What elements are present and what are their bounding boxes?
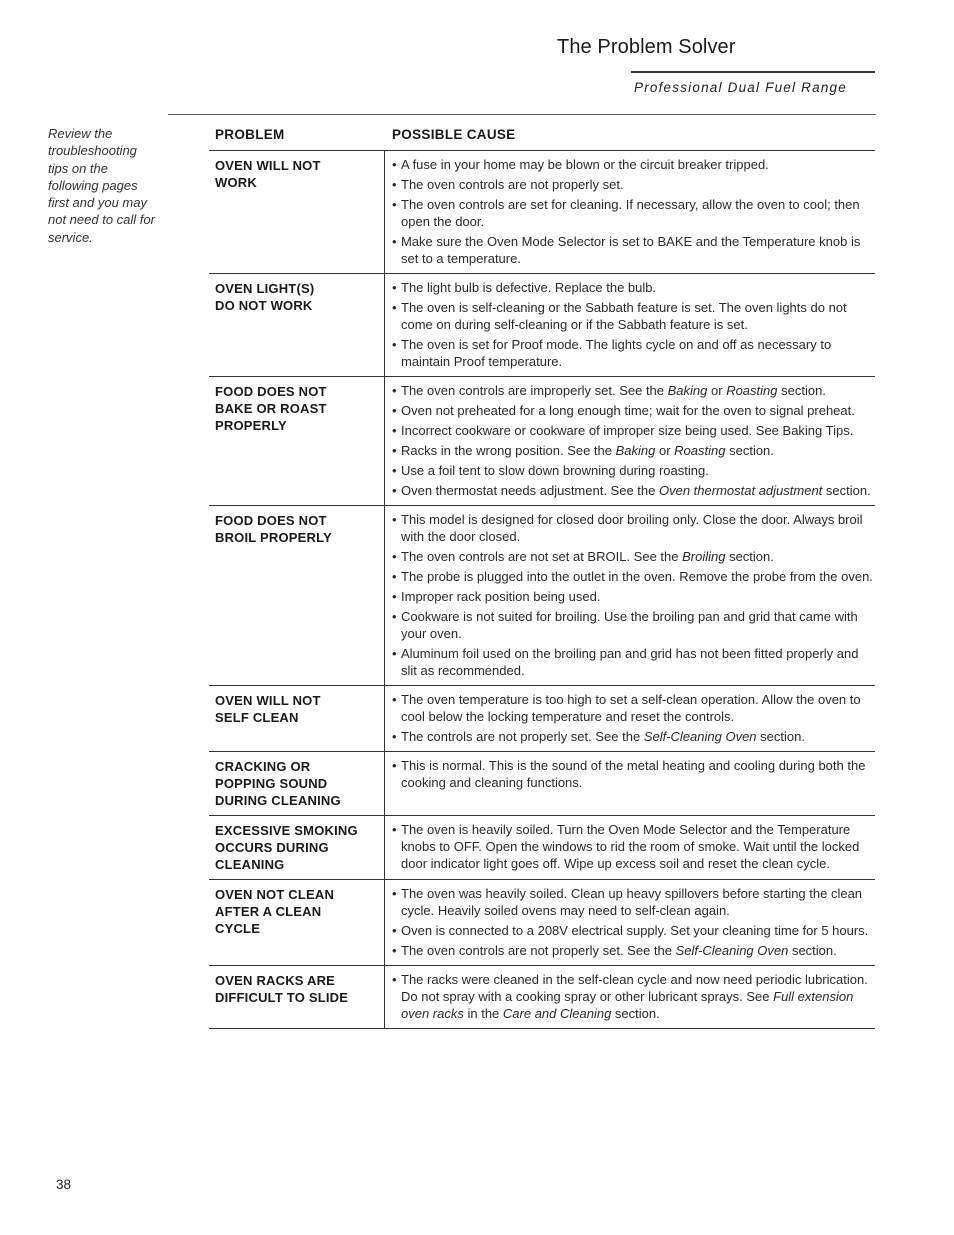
problem-cell bbox=[209, 966, 385, 1028]
cause-text: Oven is connected to a 208V electrical supply. Set your cleaning time for 5 hours. bbox=[401, 923, 869, 938]
header-rule bbox=[168, 114, 876, 115]
cause-text: The oven is self-cleaning or the Sabbath feature is set. The oven lights do not come on during self-cleaning or if the Sabbath feature is set. bbox=[401, 300, 847, 332]
cause-text: Use a foil tent to slow down browning during roasting. bbox=[401, 463, 709, 478]
cause-cell bbox=[385, 506, 875, 685]
cause-reference-text: Baking bbox=[667, 383, 708, 398]
cause-text: section. bbox=[725, 443, 774, 458]
cause-text: The oven is set for Proof mode. The lights cycle on and off as necessary to maintain Proof temperature. bbox=[401, 337, 832, 369]
cause-item bbox=[392, 885, 875, 919]
cause-item bbox=[392, 382, 875, 399]
cause-cell bbox=[385, 966, 875, 1028]
cause-text: section. bbox=[756, 729, 805, 744]
problem-cell bbox=[209, 816, 385, 879]
problem-label-line: BAKE OR ROAST bbox=[215, 401, 327, 416]
cause-reference-text: Care and Cleaning bbox=[502, 1006, 612, 1021]
cause-cell bbox=[385, 752, 875, 815]
cause-item bbox=[392, 176, 875, 193]
cause-text: Oven thermostat needs adjustment. See the bbox=[401, 483, 659, 498]
problem-label-line: OVEN WILL NOT bbox=[215, 693, 321, 708]
page-number: 38 bbox=[56, 1177, 72, 1192]
problem-cell bbox=[209, 880, 385, 965]
cause-item bbox=[392, 608, 875, 642]
problem-label-line: AFTER A CLEAN bbox=[215, 904, 322, 919]
problem-cell bbox=[209, 686, 385, 751]
cause-text: section. bbox=[788, 943, 837, 958]
cause-text: The oven controls are improperly set. See the bbox=[401, 383, 668, 398]
cause-reference-text: Oven thermostat adjustment bbox=[658, 483, 823, 498]
problem-cell bbox=[209, 377, 385, 505]
table-row bbox=[209, 686, 875, 752]
cause-text: section. bbox=[822, 483, 871, 498]
problem-label-line: POPPING SOUND bbox=[215, 776, 328, 791]
cause-cell bbox=[385, 377, 875, 505]
problem-label-line: EXCESSIVE SMOKING bbox=[215, 823, 358, 838]
problem-label-line: CRACKING OR bbox=[215, 759, 311, 774]
cause-text: Cookware is not suited for broiling. Use the broiling pan and grid that came with your oven. bbox=[401, 609, 858, 641]
cause-item bbox=[392, 299, 875, 333]
cause-item bbox=[392, 442, 875, 459]
cause-item bbox=[392, 279, 875, 296]
problem-label-line: CLEANING bbox=[215, 857, 285, 872]
cause-cell bbox=[385, 151, 875, 273]
problem-label-line: OVEN LIGHT(S) bbox=[215, 281, 315, 296]
cause-item bbox=[392, 482, 875, 499]
table-row bbox=[209, 506, 875, 686]
problem-label-line: SELF CLEAN bbox=[215, 710, 299, 725]
cause-text: or bbox=[707, 383, 727, 398]
cause-text: The oven controls are not properly set. See the bbox=[401, 943, 676, 958]
cause-item bbox=[392, 757, 875, 791]
problem-label-line: FOOD DOES NOT bbox=[215, 384, 327, 399]
cause-text: section. bbox=[611, 1006, 660, 1021]
page-subtitle: Professional Dual Fuel Range bbox=[634, 80, 847, 95]
problem-label-line: DO NOT WORK bbox=[215, 298, 313, 313]
cause-item bbox=[392, 196, 875, 230]
cause-text: section. bbox=[777, 383, 826, 398]
page-title: The Problem Solver bbox=[557, 36, 736, 58]
problem-label-line: BROIL PROPERLY bbox=[215, 530, 332, 545]
cause-item bbox=[392, 728, 875, 745]
table-row bbox=[209, 752, 875, 816]
cause-text: The racks were cleaned in the self-clean cycle and now need periodic lubrication. Do not spray with a cooking spray or other lubricant sprays. See bbox=[401, 972, 868, 1004]
cause-reference-text: Full extension oven racks bbox=[401, 989, 854, 1021]
side-note: Review the troubleshooting tips on the following pages first and you may not need to call for service. bbox=[48, 126, 155, 245]
table-row bbox=[209, 377, 875, 506]
cause-text: The oven temperature is too high to set a self-clean operation. Allow the oven to cool below the locking temperature and reset the controls. bbox=[401, 692, 861, 724]
cause-item bbox=[392, 821, 875, 872]
cause-text: This model is designed for closed door broiling only. Close the door. Always broil with the door closed. bbox=[401, 512, 863, 544]
cause-text: The light bulb is defective. Replace the bulb. bbox=[401, 280, 657, 295]
problem-label-line: DURING CLEANING bbox=[215, 793, 341, 808]
cause-text: Improper rack position being used. bbox=[401, 589, 601, 604]
cause-item bbox=[392, 548, 875, 565]
table-row bbox=[209, 151, 875, 274]
cause-text: Oven not preheated for a long enough time; wait for the oven to signal preheat. bbox=[401, 403, 855, 418]
problem-table bbox=[209, 150, 875, 1029]
table-row bbox=[209, 274, 875, 377]
problem-label-line: OCCURS DURING bbox=[215, 840, 329, 855]
cause-text: The oven is heavily soiled. Turn the Oven Mode Selector and the Temperature knobs to OFF. Open the windows to rid the room of smoke. Wait until the locked door indicator light goes off. Wipe up excess soil and reset the clean cycle. bbox=[401, 822, 860, 871]
problem-cell bbox=[209, 752, 385, 815]
cause-reference-text: Roasting bbox=[726, 383, 778, 398]
title-rule bbox=[631, 71, 875, 73]
cause-item bbox=[392, 511, 875, 545]
cause-item bbox=[392, 462, 875, 479]
cause-item bbox=[392, 422, 875, 439]
cause-reference-text: Baking bbox=[615, 443, 656, 458]
cause-reference-text: Self-Cleaning Oven bbox=[643, 729, 757, 744]
table-row bbox=[209, 966, 875, 1029]
cause-reference-text: Roasting bbox=[674, 443, 726, 458]
problem-label-line: DIFFICULT TO SLIDE bbox=[215, 990, 349, 1005]
cause-item bbox=[392, 568, 875, 585]
problem-label-line: WORK bbox=[215, 175, 257, 190]
cause-text: The oven controls are not properly set. bbox=[401, 177, 624, 192]
table-row bbox=[209, 880, 875, 966]
problem-cell bbox=[209, 151, 385, 273]
cause-text: A fuse in your home may be blown or the circuit breaker tripped. bbox=[401, 157, 769, 172]
cause-cell bbox=[385, 880, 875, 965]
cause-text: The oven was heavily soiled. Clean up heavy spillovers before starting the clean cycle. Heavily soiled ovens may need to self-clean again. bbox=[401, 886, 863, 918]
cause-item bbox=[392, 942, 875, 959]
cause-text: in the bbox=[463, 1006, 503, 1021]
problem-cell bbox=[209, 506, 385, 685]
problem-label-line: PROPERLY bbox=[215, 418, 287, 433]
cause-reference-text: Broiling bbox=[682, 549, 726, 564]
cause-reference-text: Self-Cleaning Oven bbox=[675, 943, 789, 958]
cause-text: or bbox=[655, 443, 675, 458]
cause-item bbox=[392, 588, 875, 605]
problem-label-line: OVEN RACKS ARE bbox=[215, 973, 336, 988]
cause-text: Incorrect cookware or cookware of improper size being used. See Baking Tips. bbox=[401, 423, 854, 438]
cause-item bbox=[392, 402, 875, 419]
cause-item bbox=[392, 156, 875, 173]
problem-label-line: OVEN NOT CLEAN bbox=[215, 887, 335, 902]
cause-item bbox=[392, 922, 875, 939]
problem-label-line: FOOD DOES NOT bbox=[215, 513, 327, 528]
cause-text: The controls are not properly set. See the bbox=[401, 729, 644, 744]
cause-item bbox=[392, 645, 875, 679]
cause-cell bbox=[385, 686, 875, 751]
column-header-problem: PROBLEM bbox=[215, 127, 285, 142]
cause-item bbox=[392, 233, 875, 267]
cause-cell bbox=[385, 274, 875, 376]
cause-text: This is normal. This is the sound of the metal heating and cooling during both the cooking and cleaning functions. bbox=[401, 758, 866, 790]
column-header-possible-cause: POSSIBLE CAUSE bbox=[392, 127, 516, 142]
cause-text: Aluminum foil used on the broiling pan and grid has not been fitted properly and slit as recommended. bbox=[401, 646, 859, 678]
problem-label-line: OVEN WILL NOT bbox=[215, 158, 321, 173]
cause-item bbox=[392, 336, 875, 370]
cause-text: The probe is plugged into the outlet in the oven. Remove the probe from the oven. bbox=[401, 569, 873, 584]
table-row bbox=[209, 816, 875, 880]
cause-text: Make sure the Oven Mode Selector is set to BAKE and the Temperature knob is set to a temperature. bbox=[401, 234, 861, 266]
problem-label-line: CYCLE bbox=[215, 921, 261, 936]
cause-cell bbox=[385, 816, 875, 879]
problem-cell bbox=[209, 274, 385, 376]
cause-text: Racks in the wrong position. See the bbox=[401, 443, 616, 458]
cause-text: The oven controls are not set at BROIL. See the bbox=[401, 549, 683, 564]
cause-item bbox=[392, 971, 875, 1022]
cause-text: section. bbox=[725, 549, 774, 564]
cause-text: The oven controls are set for cleaning. If necessary, allow the oven to cool; then open the door. bbox=[401, 197, 860, 229]
cause-item bbox=[392, 691, 875, 725]
